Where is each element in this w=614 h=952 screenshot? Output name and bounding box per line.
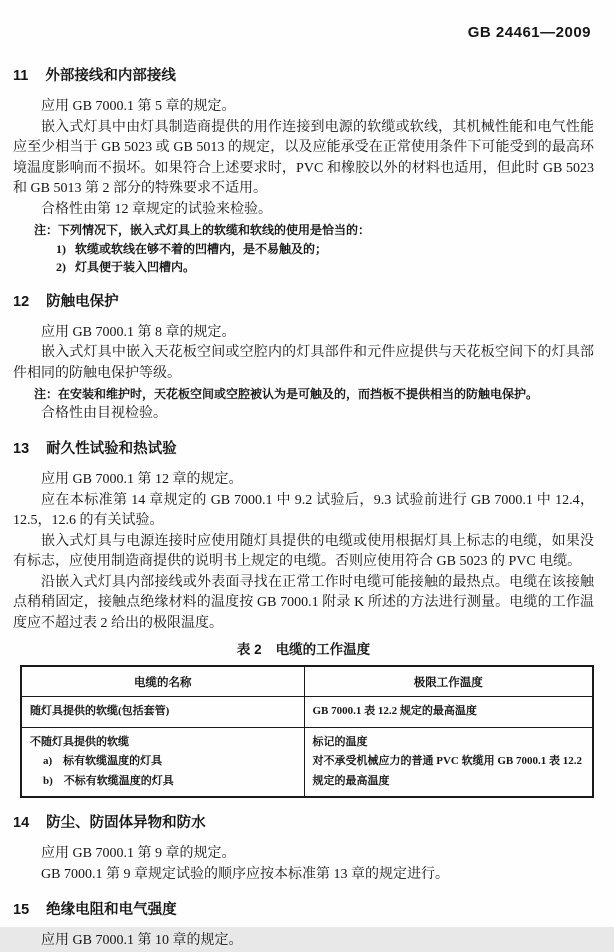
- paragraph: 应用 GB 7000.1 第 12 章的规定。: [41, 472, 243, 487]
- table-cell-line: 规定的最高温度: [312, 774, 390, 787]
- table-cell-line: 标记的温度: [312, 735, 368, 748]
- note-item-text: 灯具便于装入凹槽内。: [75, 260, 196, 274]
- table-caption-title: 电缆的工作温度: [275, 642, 371, 657]
- section-number: 15: [13, 902, 30, 918]
- section-12: [13, 292, 594, 425]
- section-title: 耐久性试验和热试验: [46, 441, 177, 457]
- standard-number-header: GB 24461—2009: [467, 24, 591, 41]
- note: 注：下列情况下，嵌入式灯具上的软缆和软线的使用是恰当的：: [34, 223, 371, 237]
- cable-temperature-table: [20, 665, 594, 798]
- table-cell: [21, 727, 304, 797]
- table-cell-line: 对不承受机械应力的普通 PVC 软缆用 GB 7000.1 表 12.2: [312, 755, 582, 767]
- section-heading: [13, 439, 594, 459]
- table-cell-line: a) 标有软缆温度的灯具: [43, 755, 163, 767]
- table-caption: [13, 638, 594, 658]
- paragraph: 应在本标准第 14 章规定的 GB 7000.1 中 9.2 试验后，9.3 试验前进行 GB 7000.1 中 12.4，12.5，12.6 的有关试验。: [13, 492, 594, 528]
- note-item-marker: 1): [56, 241, 66, 256]
- section-title: 外部接线和内部接线: [45, 68, 176, 84]
- section-heading: [13, 813, 594, 833]
- section-number: 14: [13, 815, 30, 831]
- table-cell-line: 随灯具提供的软缆(包括套管): [30, 705, 170, 717]
- section-title: 防触电保护: [46, 293, 119, 310]
- section-13: [13, 439, 594, 798]
- section-number: 11: [13, 68, 29, 84]
- table-caption-label: 表 2: [236, 642, 262, 657]
- section-title: 防尘、防固体异物和防水: [46, 815, 206, 831]
- table-cell-line: b) 不标有软缆温度的灯具: [43, 774, 174, 787]
- note-item: [56, 240, 594, 259]
- paragraph: 应用 GB 7000.1 第 10 章的规定。: [41, 933, 243, 948]
- paragraph: 合格性由目视检验。: [41, 405, 167, 421]
- section-number: 13: [13, 441, 30, 457]
- table-header-cell: 电缆的名称: [21, 666, 304, 697]
- paragraph: 应用 GB 7000.1 第 9 章的规定。: [41, 846, 236, 861]
- paragraph: 沿嵌入式灯具内部接线或外表面寻找在正常工作时电缆可能接触的最热点。电缆在该接触点稍稍固定，接触点绝缘材料的温度按 GB 7000.1 附录 K 所述的方法进行测量。电缆的工作温度应不超过表 2 给出的极限温度。: [13, 574, 594, 631]
- section-15: [13, 900, 594, 952]
- paragraph: 嵌入式灯具与电源连接时应使用随灯具提供的电缆或使用根据灯具上标志的电缆，如果没有标志，应使用制造商提供的说明书上规定的电缆。否则应使用符合 GB 5023 的 PVC 电缆。: [13, 533, 594, 569]
- note-item-marker: 2): [56, 260, 66, 274]
- table-block: [13, 638, 594, 798]
- paragraph: 嵌入式灯具中嵌入天花板空间或空腔内的灯具部件和元件应提供与天花板空间下的灯具部件相同的防触电保护等级。: [13, 345, 594, 381]
- table-row: [21, 727, 593, 797]
- paragraph: GB 7000.1 第 9 章规定试验的顺序应按本标准第 13 章的规定进行。: [41, 866, 449, 882]
- table-header-row: [21, 666, 593, 697]
- document-content: [13, 66, 594, 952]
- section-11: [13, 66, 594, 277]
- section-title: 绝缘电阻和电气强度: [46, 902, 177, 918]
- paragraph: 嵌入式灯具中由灯具制造商提供的用作连接到电源的软缆或软线，其机械性能和电气性能应至少相当于 GB 5023 或 GB 5013 的规定，以及应能承受在正常使用条件下可能受到的最高环境温度影响而不损坏。如果符合上述要求时，PVC 和橡胶以外的材料也适用，但此时 GB 5023 和 GB 5013 第 2 部分的特殊要求不适用。: [13, 119, 594, 196]
- note-item-text: 软缆或软线在够不着的凹槽内，是不易触及的；: [75, 241, 328, 256]
- section-heading: [13, 66, 594, 86]
- table-cell: [304, 727, 593, 797]
- section-14: [13, 813, 594, 885]
- table-cell: [21, 697, 304, 728]
- paragraph: 合格性由第 12 章规定的试验来检验。: [41, 201, 272, 217]
- paragraph: 应用 GB 7000.1 第 5 章的规定。: [41, 99, 236, 114]
- table-cell-line: 不随灯具提供的软缆: [30, 735, 129, 748]
- table-row: [21, 697, 593, 728]
- table-header-cell: 极限工作温度: [304, 666, 593, 697]
- section-number: 12: [13, 293, 30, 310]
- note: 注：在安装和维护时，天花板空间或空腔被认为是可触及的，而挡板不提供相当的防触电保护。: [34, 387, 539, 401]
- table-cell-line: GB 7000.1 表 12.2 规定的最高温度: [312, 705, 477, 717]
- section-heading: [13, 900, 594, 920]
- paragraph: 应用 GB 7000.1 第 8 章的规定。: [41, 324, 236, 340]
- table-cell: [304, 697, 593, 728]
- note-item: [56, 258, 594, 277]
- section-heading: [13, 292, 594, 312]
